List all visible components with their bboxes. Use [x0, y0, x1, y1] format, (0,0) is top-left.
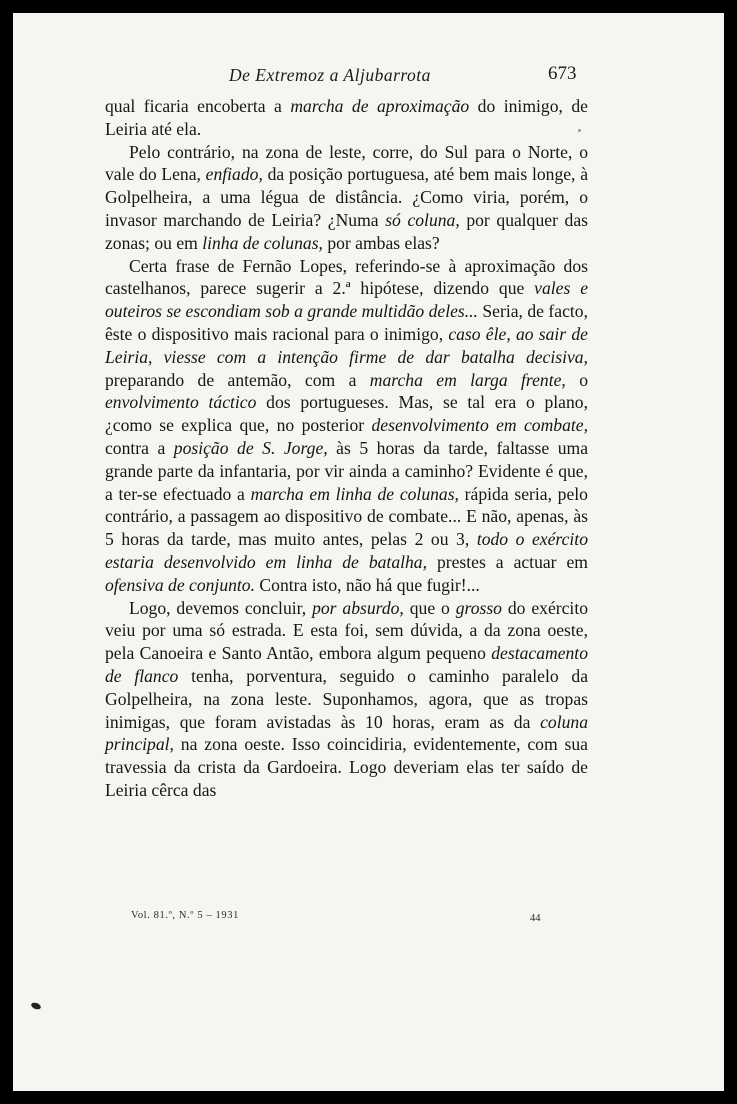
text-run: por qualquer das zonas; ou em [105, 209, 589, 253]
italic-phrase: linha de colunas, [202, 232, 323, 253]
text-run: Seria, de facto, êste o dispositivo mais racional para o inimigo, [105, 301, 588, 344]
text-run: da posição portuguesa, até bem mais longe, à Golpelheira, a uma légua de distância. ¿Como viria, porém, o invasor marchando de Leiria? ¿Numa [105, 164, 589, 230]
paragraph [105, 255, 588, 597]
text-run: na zona oeste. Isso coincidiria, evidentemente, com sua travessia da crista da Gardoeira. Logo deveriam elas ter saído de Leiria cêrca das [105, 734, 588, 800]
italic-phrase: marcha em linha de colunas, [250, 483, 459, 504]
italic-phrase: grosso [455, 597, 502, 618]
signature-mark: 44 [530, 913, 541, 924]
paragraph [105, 95, 588, 141]
italic-phrase: marcha em larga frente [369, 369, 562, 390]
italic-phrase: desenvolvimento em combate, [371, 415, 588, 436]
text-run: preparando de antemão, com a [105, 369, 370, 390]
italic-phrase: ofensiva de conjunto. [105, 574, 256, 595]
text-run: Certa frase de Fernão Lopes, referindo-se à aproximação dos castelhanos, parece sugerir a 2.ª hipótese, dizendo que [105, 255, 588, 299]
italic-phrase: envolvimento táctico [105, 392, 257, 413]
ink-mark [30, 1001, 41, 1010]
text-run: às 5 horas da tarde, faltasse uma grande parte da infantaria, por vir ainda a caminho? Evidente é que, a ter-se efectuado a [105, 437, 588, 504]
text-run: prestes a actuar em [427, 551, 588, 572]
text-run: do inimigo, de Leiria até ela. [105, 96, 588, 139]
text-run: Logo, devemos concluir, [129, 597, 313, 618]
paragraph [105, 597, 588, 802]
italic-phrase: destacamento de flanco [105, 643, 588, 686]
running-title: De Extremoz a Aljubarrota [229, 65, 431, 85]
text-run: Pelo contrário, na zona de leste, corre, do Sul para o Norte, o vale do Lena, [105, 141, 588, 185]
italic-phrase: vales e outeiros se escondiam sob a grande multidão deles... [105, 278, 588, 322]
italic-phrase: posição de S. Jorge, [173, 437, 328, 458]
scanned-page [13, 13, 724, 1091]
text-run: dos portugueses. Mas, se tal era o plano, ¿como se explica que, no posterior [105, 392, 588, 436]
volume-reference: Vol. 81.º, N.º 5 – 1931 [131, 910, 239, 921]
body-text [105, 95, 588, 802]
italic-phrase: caso êle, ao sair de Leiria, viesse com a intenção firme de dar batalha decisiva, [105, 323, 588, 367]
text-run: Contra isto, não há que fugir!... [255, 574, 480, 595]
italic-phrase: só coluna, [385, 209, 460, 230]
text-run: por ambas elas? [322, 232, 440, 253]
italic-phrase: por absurdo, [312, 597, 404, 618]
italic-phrase: todo o exército estaria desenvolvido em linha de batalha, [105, 529, 588, 572]
paragraph [105, 141, 588, 255]
page-footer [13, 910, 724, 934]
text-run: do exército veiu por uma só estrada. E esta foi, sem dúvida, a da zona oeste, pela Canoeira e Santo Antão, embora algum pequeno [105, 597, 589, 664]
text-run: que o [403, 597, 456, 618]
italic-phrase: enfiado, [205, 164, 263, 185]
italic-phrase: marcha de aproximação [290, 96, 470, 116]
page-number: 673 [548, 63, 577, 84]
running-head [13, 63, 724, 93]
text-run: qual ficaria encoberta a [105, 96, 291, 116]
text-run: , o [561, 369, 589, 390]
text-run: rápida seria, pelo contrário, a passagem ao dispositivo de combate... E não, apenas, às 5 horas da tarde, mas muito antes, pelas 2 ou 3, [105, 483, 588, 550]
text-run: contra a [105, 437, 174, 458]
text-run: tenha, porventura, seguido o caminho paralelo da Golpelheira, na zona leste. Suponhamos, agora, que as tropas inimigas, que foram avistadas às 10 horas, eram as da [105, 665, 588, 732]
italic-phrase: coluna principal, [105, 711, 588, 755]
